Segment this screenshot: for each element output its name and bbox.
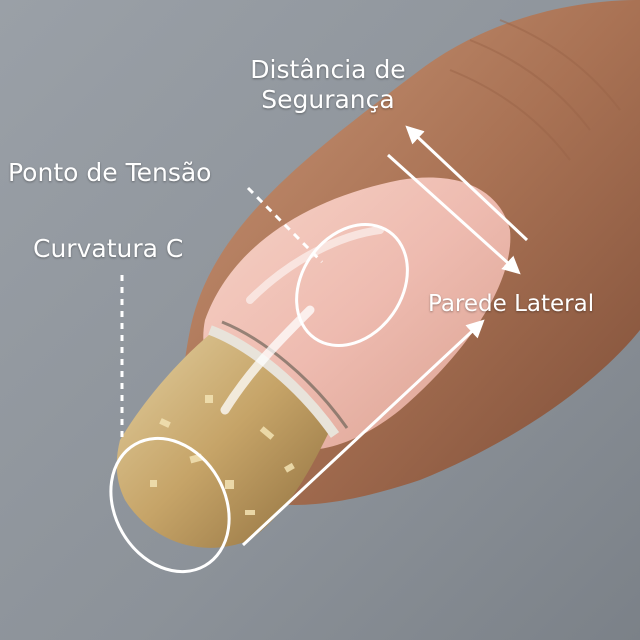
label-distancia-line2: Segurança [261, 85, 395, 114]
label-distancia-seguranca [238, 55, 418, 115]
label-ponto-tensao: Ponto de Tensão [8, 158, 212, 187]
label-distancia-line1: Distância de [250, 55, 406, 84]
label-curvatura-c: Curvatura C [33, 234, 184, 263]
label-parede-lateral: Parede Lateral [428, 291, 595, 317]
